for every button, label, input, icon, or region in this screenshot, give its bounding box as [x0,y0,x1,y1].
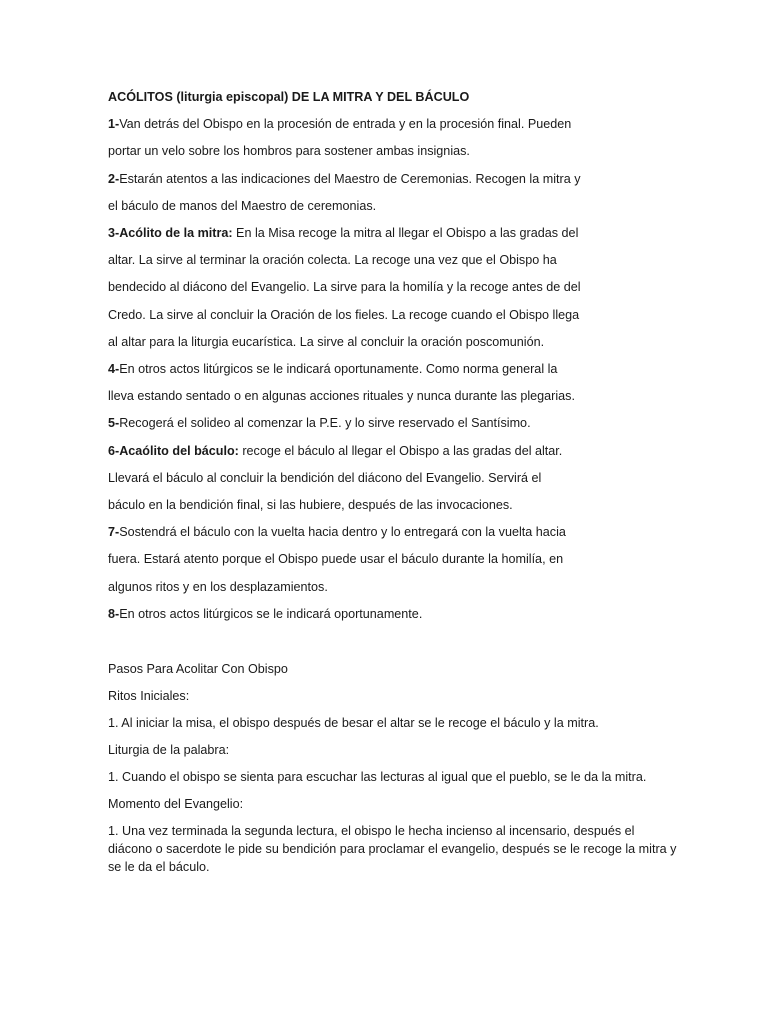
word-item: 1. Cuando el obispo se sienta para escuchar las lecturas al igual que el pueblo, se le da la mitra. [108,770,647,784]
text-line-18 [108,574,708,601]
text-line-13 [108,438,708,465]
text-line-17 [108,546,708,573]
rites-heading: Ritos Iniciales: [108,689,190,703]
text-line-14 [108,465,708,492]
line-text: el báculo de manos del Maestro de ceremonias. [108,198,377,213]
word-heading: Liturgia de la palabra: [108,743,230,757]
text-line-3 [108,166,708,193]
line-text: lleva estando sentado o en algunas acciones rituales y nunca durante las plegarias. [108,389,575,404]
section-heading: Pasos Para Acolitar Con Obispo [108,662,288,676]
text-line-7 [108,274,708,301]
line-text: báculo en la bendición final, si las hubiere, después de las invocaciones. [108,498,513,513]
line-text: recoge el báculo al llegar el Obispo a las gradas del altar. [238,443,563,458]
line-lead: 1- [108,117,120,132]
text-line-6 [108,247,708,274]
text-line-12 [108,410,708,437]
line-text: altar. La sirve al terminar la oración colecta. La recoge una vez que el Obispo ha [108,253,557,268]
line-text: portar un velo sobre los hombros para sostener ambas insignias. [108,144,470,159]
bishop-steps-section [108,656,708,876]
line-text: Van detrás del Obispo en la procesión de entrada y en la procesión final. Pueden [119,117,572,132]
text-line-19 [108,601,708,628]
line-text: Estarán atentos a las indicaciones del Maestro de Ceremonias. Recogen la mitra y [119,171,581,186]
text-line-11 [108,383,708,410]
rites-item: 1. Al iniciar la misa, el obispo después de besar el altar se le recoge el báculo y la mitra. [108,716,599,730]
line-lead: 7- [108,525,120,540]
line-text: En otros actos litúrgicos se le indicará oportunamente. Como norma general la [119,362,558,377]
text-line-8 [108,302,708,329]
line-text: bendecido al diácono del Evangelio. La sirve para la homilía y la recoge antes de del [108,280,581,295]
line-lead: 3-Acólito de la mitra: [108,226,233,241]
text-line-5 [108,220,708,247]
text-line-16 [108,519,708,546]
line-text: Sostendrá el báculo con la vuelta hacia dentro y lo entregará con la vuelta hacia [119,525,566,540]
line-lead: 6-Acaólito del báculo: [108,443,239,458]
line-text: algunos ritos y en los desplazamientos. [108,579,328,594]
acolytes-section [108,84,708,628]
gospel-heading: Momento del Evangelio: [108,797,244,811]
text-line-1 [108,111,708,138]
text-line-9 [108,329,708,356]
text-line-4 [108,193,708,220]
document-title: ACÓLITOS (liturgia episcopal) DE LA MITRA Y DEL BÁCULO [108,90,470,104]
line-text: al altar para la liturgia eucarística. La sirve al concluir la oración poscomunión. [108,334,545,349]
line-text: Recogerá el solideo al comenzar la P.E. y lo sirve reservado el Santísimo. [119,416,531,431]
line-lead: 4- [108,362,120,377]
text-line-2 [108,138,708,165]
gospel-item: 1. Una vez terminada la segunda lectura, el obispo le hecha incienso al incensario, después el diácono o sacerdote le pide su bendición para proclamar el evangelio, después se le recoge la mitra y se le da el báculo. [108,824,677,874]
text-line-15 [108,492,708,519]
line-text: En otros actos litúrgicos se le indicará oportunamente. [119,606,423,621]
line-text: Credo. La sirve al concluir la Oración de los fieles. La recoge cuando el Obispo llega [108,307,580,322]
text-line-10 [108,356,708,383]
line-text: En la Misa recoge la mitra al llegar el Obispo a las gradas del [232,226,579,241]
line-text: fuera. Estará atento porque el Obispo puede usar el báculo durante la homilía, en [108,552,564,567]
line-lead: 2- [108,171,120,186]
line-lead: 5- [108,416,120,431]
line-text: Llevará el báculo al concluir la bendición del diácono del Evangelio. Servirá el [108,470,542,485]
line-lead: 8- [108,606,120,621]
